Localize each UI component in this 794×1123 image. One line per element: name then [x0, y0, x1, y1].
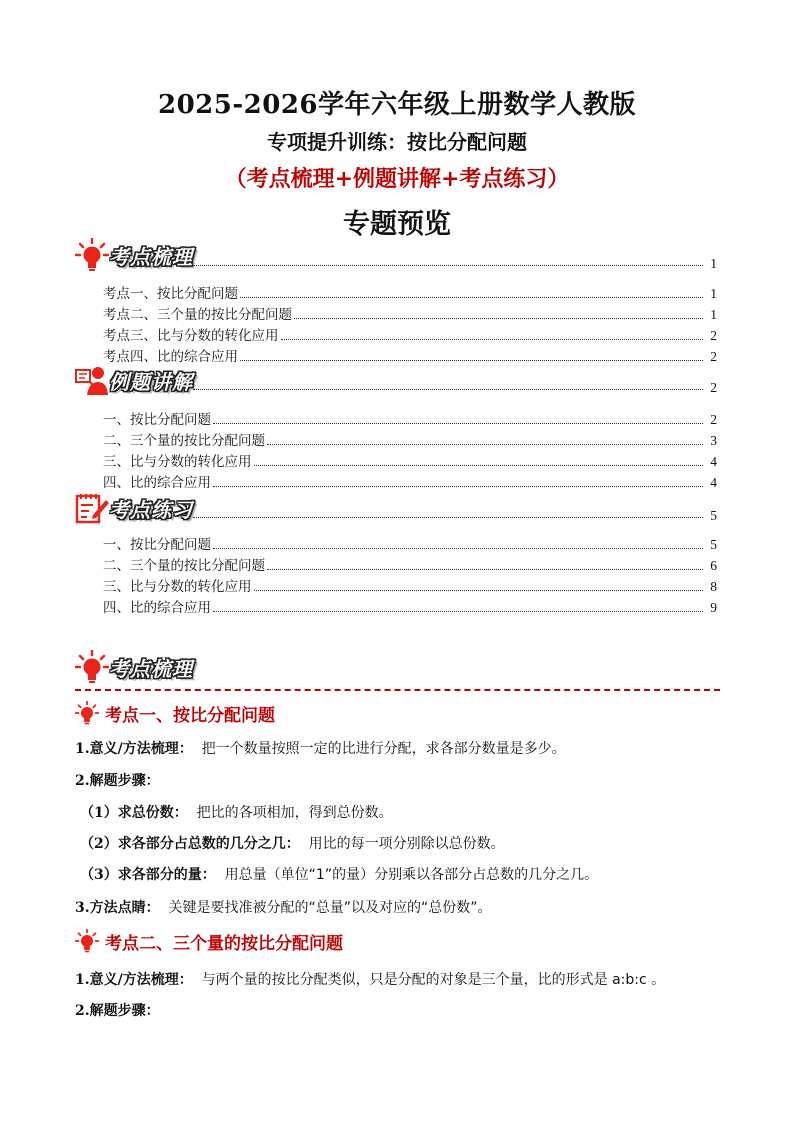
lightbulb-icon: [75, 238, 109, 272]
dot-leader: [254, 465, 704, 466]
paragraph-label: 1.意义/方法梳理：: [75, 741, 193, 757]
paragraph: [75, 738, 566, 758]
toc-item-label: 三、比与分数的转化应用: [103, 454, 252, 470]
toc-page-number: 1: [710, 256, 717, 271]
dot-leader: [281, 339, 704, 340]
paragraph-label: 3.方法点睛：: [75, 900, 160, 916]
toc-item-label: 四、比的综合应用: [103, 600, 211, 616]
toc-page-number: 2: [710, 349, 717, 364]
document-title: 2025-2026学年六年级上册数学人教版: [157, 90, 637, 120]
toc-banner-1: [75, 238, 193, 272]
toc-item[interactable]: [103, 452, 717, 470]
dot-leader: [193, 517, 703, 518]
toc-page-number: 3: [710, 433, 717, 448]
toc-page-number: 4: [710, 475, 717, 490]
toc-item[interactable]: [103, 431, 717, 449]
paragraph-text: 把一个数量按照一定的比进行分配，求各部分数量是多少。: [201, 741, 566, 757]
paragraph-label: 2.解题步骤：: [75, 773, 160, 789]
toc-item[interactable]: [103, 577, 717, 595]
dot-leader: [213, 611, 703, 612]
toc-page-number: 1: [710, 307, 717, 322]
toc-banner-2: [75, 364, 193, 396]
toc-page-number: 9: [710, 600, 717, 615]
toc-group-1[interactable]: [75, 246, 717, 272]
paragraph: [75, 770, 160, 790]
toc-page-number: 5: [710, 508, 717, 523]
dot-leader: [213, 548, 703, 549]
toc-page-number: 2: [710, 328, 717, 343]
section-2-title-text: 考点二、三个量的按比分配问题: [105, 933, 343, 954]
teacher-icon: [75, 364, 109, 396]
toc-item-label: 一、按比分配问题: [103, 537, 211, 553]
toc-item[interactable]: [103, 326, 717, 344]
toc-item-label: 三、比与分数的转化应用: [103, 579, 252, 595]
toc-item[interactable]: [103, 347, 717, 365]
toc-item-label: 考点一、按比分配问题: [103, 286, 238, 302]
dot-leader: [240, 360, 703, 361]
paragraph-label: 1.意义/方法梳理：: [75, 972, 193, 988]
step-text: 用总量（单位“1”的量）分别乘以各部分占总数的几分之几。: [224, 867, 599, 883]
paragraph: [75, 1000, 160, 1020]
content-banner-text: 考点梳理: [109, 656, 193, 681]
toc-item[interactable]: [103, 473, 717, 491]
dot-leader: [213, 423, 703, 424]
step-label: （1）求总份数：: [80, 805, 188, 821]
paragraph: [75, 969, 665, 989]
step-label: （2）求各部分占总数的几分之几：: [80, 836, 300, 852]
toc-item[interactable]: [103, 410, 717, 428]
paragraph-text: 与两个量的按比分配类似，只是分配的对象是三个量，比的形式是 a:b:c 。: [201, 972, 666, 988]
toc-item[interactable]: [103, 284, 717, 302]
content-banner: [75, 650, 193, 684]
toc-item-label: 考点三、比与分数的转化应用: [103, 328, 279, 344]
document-tagline: （考点梳理+例题讲解+考点练习）: [224, 166, 570, 192]
toc-page-number: 6: [710, 558, 717, 573]
step-label: （3）求各部分的量：: [80, 867, 216, 883]
toc-item[interactable]: [103, 556, 717, 574]
toc-page-number: 1: [710, 286, 717, 301]
toc-banner-3: [75, 492, 193, 524]
step: [80, 833, 505, 853]
toc-item-label: 考点二、三个量的按比分配问题: [103, 307, 292, 323]
toc-page-number: 8: [710, 579, 717, 594]
section-2-title: [75, 928, 343, 954]
section-1-title: [75, 700, 275, 726]
toc-group-2[interactable]: [75, 370, 717, 396]
lightbulb-icon: [75, 650, 109, 684]
toc-banner-2-text: 例题讲解: [109, 369, 193, 394]
document-subtitle: 专项提升训练：按比分配问题: [267, 130, 527, 154]
toc-banner-3-text: 考点练习: [109, 497, 193, 522]
toc-page-number: 2: [710, 412, 717, 427]
lightbulb-icon: [75, 700, 99, 726]
toc-page-number: 4: [710, 454, 717, 469]
toc-item[interactable]: [103, 305, 717, 323]
toc-item-label: 考点四、比的综合应用: [103, 349, 238, 365]
toc-group-3[interactable]: [75, 498, 717, 524]
step: [80, 802, 393, 822]
dot-leader: [213, 486, 703, 487]
toc-item[interactable]: [103, 535, 717, 553]
dot-leader: [267, 569, 703, 570]
dot-leader: [240, 297, 703, 298]
dot-leader: [254, 590, 704, 591]
paragraph-text: 关键是要找准被分配的“总量”以及对应的“总份数”。: [168, 900, 492, 916]
toc-item[interactable]: [103, 598, 717, 616]
step-text: 把比的各项相加，得到总份数。: [196, 805, 393, 821]
step-text: 用比的每一项分别除以总份数。: [308, 836, 505, 852]
toc-banner-1-text: 考点梳理: [109, 244, 193, 269]
lightbulb-icon: [75, 928, 99, 954]
toc-item-label: 二、三个量的按比分配问题: [103, 433, 265, 449]
notepad-pen-icon: [75, 492, 109, 524]
section-1-title-text: 考点一、按比分配问题: [105, 705, 275, 726]
toc-item-label: 二、三个量的按比分配问题: [103, 558, 265, 574]
paragraph: [75, 897, 492, 917]
dot-leader: [294, 318, 703, 319]
toc-page-number: 2: [710, 380, 717, 395]
dot-leader: [193, 389, 703, 390]
section-divider: [75, 689, 720, 691]
toc-item-label: 四、比的综合应用: [103, 475, 211, 491]
toc-item-label: 一、按比分配问题: [103, 412, 211, 428]
toc-page-number: 5: [710, 537, 717, 552]
dot-leader: [267, 444, 703, 445]
preview-heading: 专题预览: [343, 209, 451, 240]
paragraph-label: 2.解题步骤：: [75, 1003, 160, 1019]
step: [80, 864, 598, 884]
dot-leader: [193, 265, 703, 266]
